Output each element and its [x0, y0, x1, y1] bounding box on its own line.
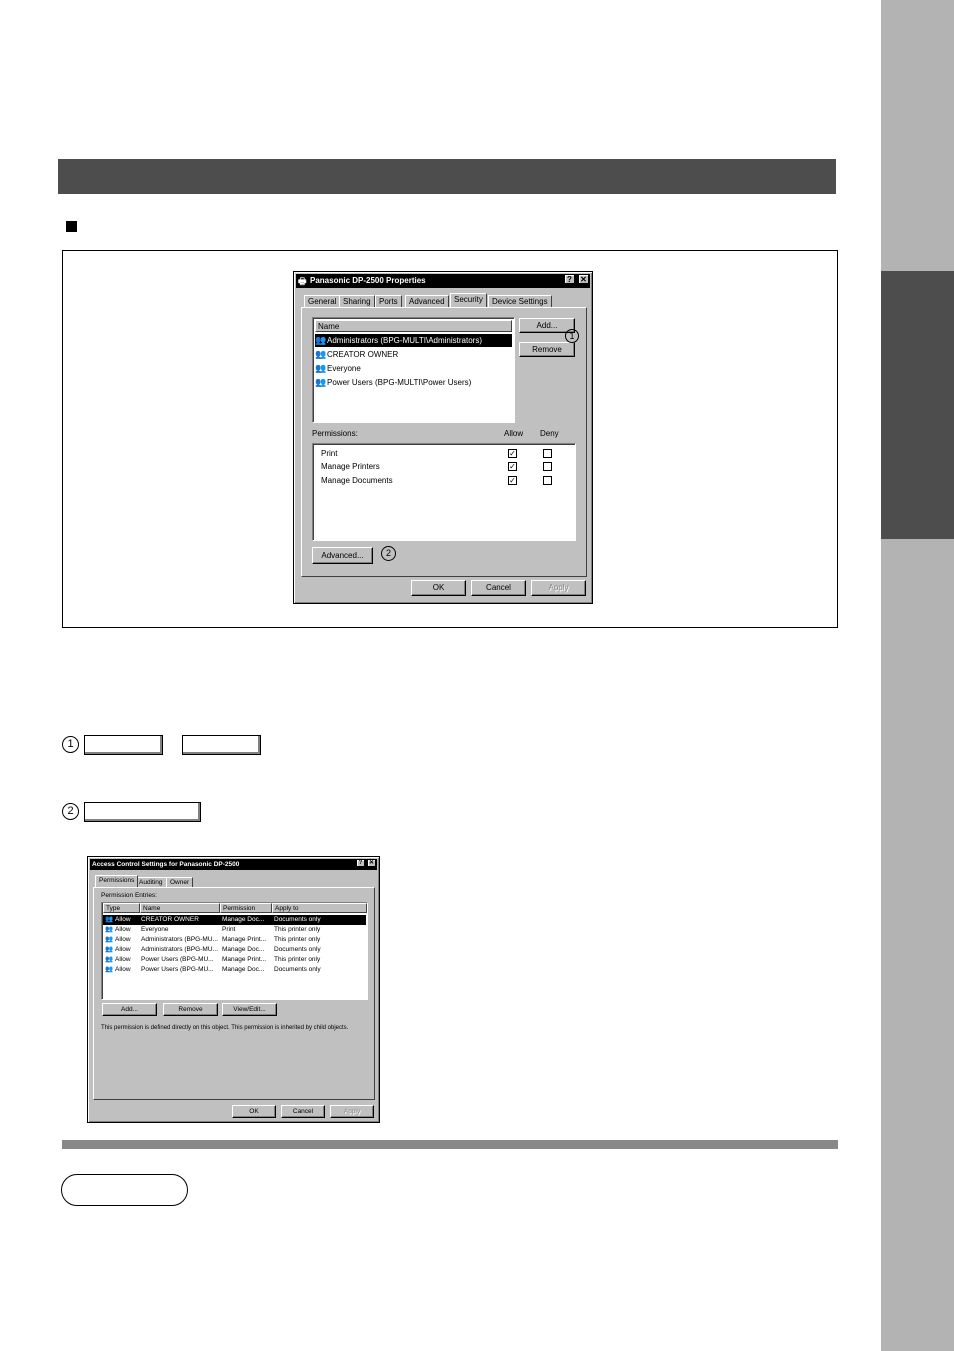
remove-key-graphic: [182, 735, 261, 755]
allow-icon: 👥: [105, 946, 114, 953]
deny-manage-printers-checkbox[interactable]: [543, 462, 552, 471]
permission-column-header[interactable]: Permission: [220, 903, 272, 913]
step-1-marker: 1: [62, 736, 79, 753]
allow-manage-documents-checkbox[interactable]: ✓: [509, 476, 516, 485]
square-bullet-icon: [66, 221, 77, 232]
access-titlebar: [90, 859, 377, 870]
help-button[interactable]: ?: [564, 274, 575, 284]
callout-1-marker: 1: [565, 329, 579, 343]
allow-icon: 👥: [105, 916, 114, 923]
access-title: Access Control Settings for Panasonic DP-2500: [92, 861, 240, 868]
permission-entries-label: Permission Entries:: [101, 892, 157, 899]
name-column-header[interactable]: Name: [140, 903, 220, 913]
table-row[interactable]: 👥 Allow CREATOR OWNER Manage Doc... Documents only: [103, 915, 366, 925]
user-list[interactable]: [312, 317, 515, 423]
deny-manage-documents-checkbox[interactable]: [543, 476, 552, 485]
properties-dialog: [293, 271, 593, 604]
table-row[interactable]: 👥 Allow Power Users (BPG-MU... Manage Doc... Documents only: [105, 966, 321, 973]
tab-security[interactable]: Security: [450, 293, 487, 307]
users-icon: 👥: [315, 349, 327, 359]
advanced-button[interactable]: Advanced...: [312, 547, 373, 564]
allow-manage-printers-checkbox[interactable]: ✓: [509, 462, 516, 471]
table-row[interactable]: 👥 Allow Administrators (BPG-MU... Manage Print... This printer only: [105, 936, 321, 943]
view-edit-button[interactable]: View/Edit...: [222, 1003, 277, 1016]
tab-advanced[interactable]: Advanced: [405, 295, 449, 307]
add-entry-button[interactable]: Add...: [102, 1003, 157, 1016]
user-item[interactable]: 👥Administrators (BPG-MULTI\Administrators): [315, 334, 512, 347]
table-row[interactable]: 👥 Allow Administrators (BPG-MU... Manage Doc... Documents only: [105, 946, 321, 953]
allow-print-checkbox[interactable]: ✓: [509, 449, 516, 458]
allow-icon: 👥: [105, 956, 114, 963]
users-icon: 👥: [315, 335, 327, 345]
remove-user-button[interactable]: Remove: [519, 342, 575, 357]
permissions-label: Permissions:: [312, 429, 358, 438]
user-item[interactable]: 👥Power Users (BPG-MULTI\Power Users): [315, 377, 472, 387]
tab-ports[interactable]: Ports: [375, 295, 402, 307]
tab-general[interactable]: General: [304, 295, 340, 307]
permission-name: Manage Printers: [321, 462, 380, 471]
access-control-dialog: [87, 856, 380, 1123]
apply-to-column-header[interactable]: Apply to: [272, 903, 367, 913]
permission-name: Manage Documents: [321, 476, 393, 485]
side-index-strip: [881, 0, 954, 1351]
step-2-marker: 2: [62, 803, 79, 820]
allow-icon: 👥: [105, 926, 114, 933]
side-index-active-tab: [881, 271, 954, 539]
properties-titlebar: [296, 274, 590, 288]
help-button[interactable]: ?: [356, 859, 365, 867]
ok-button[interactable]: OK: [411, 580, 466, 596]
close-button[interactable]: ✕: [368, 860, 375, 866]
deny-print-checkbox[interactable]: [543, 449, 552, 458]
allow-icon: 👥: [105, 936, 114, 943]
users-icon: 👥: [315, 363, 327, 373]
ok-button[interactable]: OK: [232, 1105, 276, 1118]
add-user-button[interactable]: Add...: [519, 318, 575, 333]
permissions-list: [312, 443, 576, 541]
inheritance-info-text: This permission is defined directly on this object. This permission is inherited by child objects.: [101, 1025, 349, 1031]
tab-permissions[interactable]: Permissions: [95, 875, 138, 887]
allow-icon: 👥: [105, 966, 114, 973]
cancel-button[interactable]: Cancel: [281, 1105, 325, 1118]
properties-title: Panasonic DP-2500 Properties: [310, 276, 426, 285]
note-pill-graphic: [61, 1174, 188, 1206]
section-header-bar: [58, 159, 836, 194]
type-column-header[interactable]: Type: [103, 903, 140, 913]
apply-button[interactable]: Apply: [330, 1105, 374, 1118]
remove-entry-button[interactable]: Remove: [163, 1003, 218, 1016]
table-row[interactable]: 👥 Allow Everyone Print This printer only: [105, 926, 321, 933]
advanced-key-graphic: [84, 802, 201, 822]
cancel-button[interactable]: Cancel: [471, 580, 526, 596]
section-divider: [62, 1140, 838, 1149]
close-button[interactable]: ✕: [578, 274, 589, 284]
users-icon: 👥: [315, 377, 327, 387]
tab-auditing[interactable]: Auditing: [135, 877, 167, 887]
permission-name: Print: [321, 449, 338, 458]
user-item[interactable]: 👥Everyone: [315, 363, 361, 373]
tab-device-settings[interactable]: Device Settings: [488, 295, 552, 307]
name-column-header[interactable]: Name: [315, 320, 512, 332]
tab-sharing[interactable]: Sharing: [339, 295, 375, 307]
permission-entries-table[interactable]: [101, 902, 368, 1000]
printer-icon: 🖶: [298, 276, 307, 286]
apply-button[interactable]: Apply: [531, 580, 586, 596]
add-key-graphic: [84, 735, 163, 755]
deny-column-label: Deny: [540, 429, 559, 438]
tab-owner[interactable]: Owner: [166, 877, 193, 887]
callout-2-marker: 2: [381, 546, 396, 561]
table-row[interactable]: 👥 Allow Power Users (BPG-MU... Manage Print... This printer only: [105, 956, 321, 963]
allow-column-label: Allow: [504, 429, 524, 438]
user-item[interactable]: 👥CREATOR OWNER: [315, 349, 399, 359]
